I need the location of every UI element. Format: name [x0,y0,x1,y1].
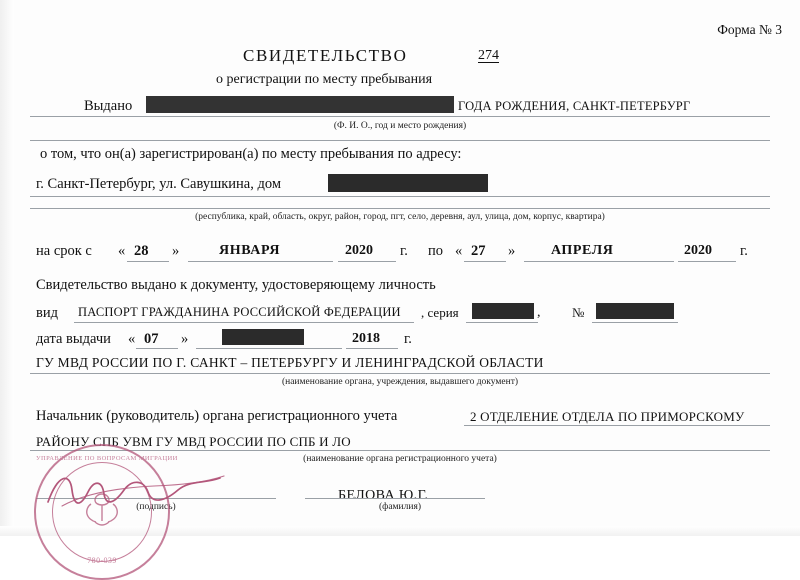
rule-chief-2 [30,450,770,451]
term-to-label: по [428,243,444,259]
issue-date-year: 2018 [352,331,380,346]
term-quote-open-2: « [455,243,463,259]
redacted-number-block [596,303,674,319]
rule-identity-kind [74,322,414,323]
caption-surname: (фамилия) [379,502,421,512]
caption-address: (республика, край, область, округ, район, город, пгт, село, деревня, аул, улица, дом, корпус, квартира) [195,212,605,222]
caption-registration-authority: (наименование органа регистрационного учета) [303,454,497,464]
official-stamp [34,444,178,580]
chief-label: Начальник (руководитель) органа регистрационного учета [36,408,398,424]
rule-issue-year [346,348,398,349]
redacted-series-block [472,303,534,319]
term-day-to: 27 [471,243,486,259]
issuing-authority: ГУ МВД РОССИИ ПО Г. САНКТ – ПЕТЕРБУРГУ И ЛЕНИНГРАДСКОЙ ОБЛАСТИ [36,355,544,370]
redacted-issue-month-block [222,329,304,345]
issue-date-quote-open: « [128,331,136,347]
redacted-address-block [328,174,488,192]
term-day-from: 28 [134,243,149,259]
issue-date-g: г. [404,331,412,347]
rule-term-year-from [338,261,396,262]
redacted-name-block [146,96,454,113]
rule-issue-month [196,348,342,349]
registration-intro: о том, что он(а) зарегистрирован(а) по месту пребывания по адресу: [40,146,462,162]
term-quote-open-1: « [118,243,126,259]
signer-surname: БЕЛОВА Ю.Г. [338,488,429,503]
rule-blank-2 [30,208,770,209]
issue-date-quote-close: » [181,331,189,347]
identity-doc-series-label: , серия [421,305,459,320]
registration-address: г. Санкт-Петербург, ул. Савушкина, дом [36,176,282,192]
scan-edge-left [0,0,14,536]
series-comma: , [537,305,541,320]
issue-date-label: дата выдачи [36,331,111,347]
document-subtitle: о регистрации по месту пребывания [216,72,433,87]
term-g-to: г. [740,243,748,259]
issue-date-day: 07 [144,331,159,347]
document-title: СВИДЕТЕЛЬСТВО [243,46,408,65]
stamp-bottom-text: 780-039 [87,556,117,565]
chief-office-line-1: 2 ОТДЕЛЕНИЕ ОТДЕЛА ПО ПРИМОРСКОМУ [470,409,745,424]
term-quote-close-1: » [172,243,180,259]
rule-issuing-authority [30,373,770,374]
rule-term-day-from [127,261,169,262]
scan-edge-bottom [0,526,800,536]
certificate-number: 274 [478,48,499,63]
stamp-top-text: УПРАВЛЕНИЕ ПО ВОПРОСАМ МИГРАЦИИ [36,455,178,462]
term-g-from: г. [400,243,408,259]
issued-to-birth-place: ГОДА РОЖДЕНИЯ, САНКТ-ПЕТЕРБУРГ [458,99,691,113]
term-year-to: 2020 [684,243,712,258]
rule-chief-1 [464,425,770,426]
rule-issued-to [30,116,770,117]
rule-identity-number [592,322,678,323]
issued-to-label: Выдано [84,98,133,114]
chief-office-line-2: РАЙОНУ СПБ УВМ ГУ МВД РОССИИ ПО СПБ И ЛО [36,434,351,449]
rule-surname [305,498,485,499]
caption-issuing-authority: (наименование органа, учреждения, выдавшего документ) [281,377,519,387]
term-year-from: 2020 [345,243,373,258]
rule-term-day-to [464,261,506,262]
rule-term-month-to [524,261,674,262]
term-from-label: на срок с [36,243,92,259]
identity-doc-number-label: № [572,305,585,320]
rule-issue-day [136,348,178,349]
rule-address [30,196,770,197]
rule-term-year-to [678,261,736,262]
stamp-inner-ring [52,462,152,562]
term-quote-close-2: » [508,243,516,259]
identity-doc-kind-value: ПАСПОРТ ГРАЖДАНИНА РОССИЙСКОЙ ФЕДЕРАЦИИ [78,305,401,319]
rule-term-month-from [188,261,333,262]
term-month-from: ЯНВАРЯ [219,243,281,258]
term-month-to: АПРЕЛЯ [551,243,614,258]
caption-signature: (подпись) [136,502,176,512]
caption-fio: (Ф. И. О., год и место рождения) [333,121,467,131]
rule-identity-series [466,322,538,323]
identity-doc-kind-label: вид [36,305,58,321]
rule-signature [36,498,276,499]
form-number: Форма № 3 [717,22,782,37]
rule-blank-1 [30,140,770,141]
identity-doc-intro: Свидетельство выдано к документу, удостоверяющему личность [36,277,436,293]
